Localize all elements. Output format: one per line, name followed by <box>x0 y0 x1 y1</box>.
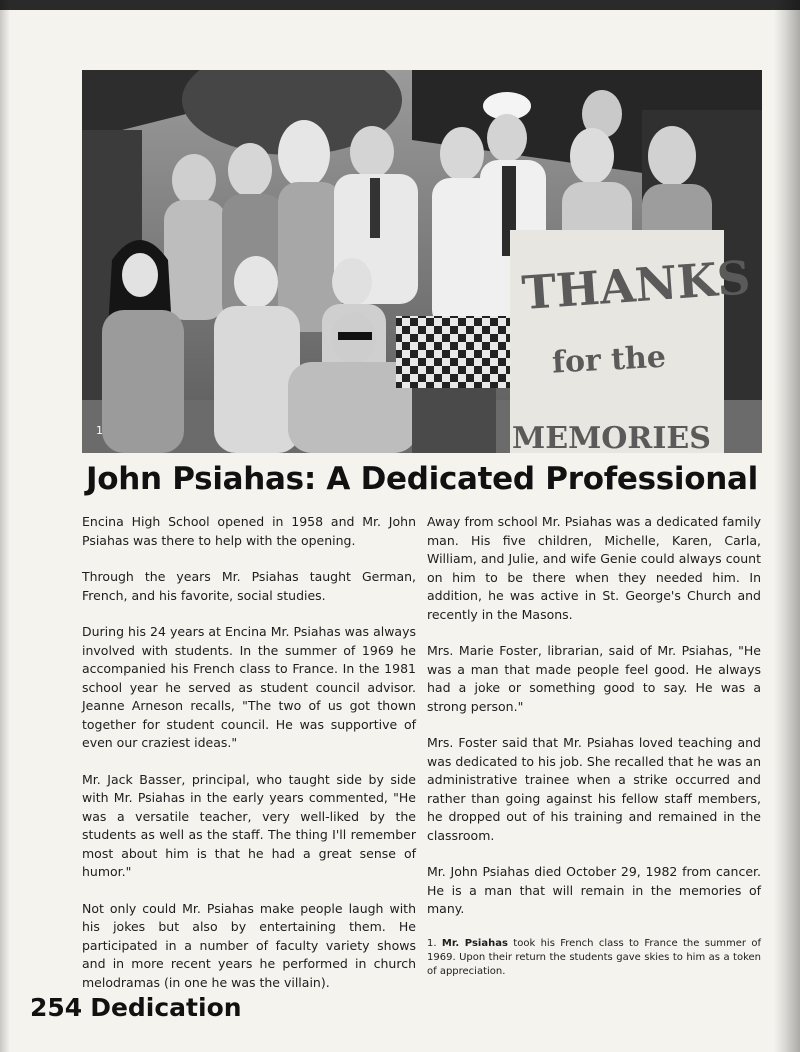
group-photo <box>82 70 762 453</box>
section-name: Dedication <box>90 993 242 1022</box>
paragraph-principal-quote: Mr. Jack Basser, principal, who taught side by side with Mr. Psiahas in the early years commented, "He was a versatile teacher, very well-liked by the students as well as the staff. The thing I'll remember most about him is that he had a great sense of humor." <box>82 771 416 879</box>
paragraph-memorial: Mr. John Psiahas died October 29, 1982 from cancer. He is a man that will remain in the memories of many. <box>427 864 761 916</box>
photo-caption <box>427 937 761 979</box>
paragraph-entertainer: Not only could Mr. Psiahas make people laugh with his jokes but also by entertaining them. He participated in a number of faculty variety shows and in more recent years he performed in church melodramas (in one he was the villain). <box>82 900 416 990</box>
banner-text-line1: THANKS <box>520 250 753 321</box>
scan-top-border <box>0 0 800 10</box>
page-number: 254 <box>30 993 83 1022</box>
banner-text-line3: MEMORIES <box>512 421 711 453</box>
left-column <box>82 513 416 1010</box>
caption-number: 1. <box>427 937 437 949</box>
paragraph-strike: Mrs. Foster said that Mr. Psiahas loved teaching and was dedicated to his job. She recalled that he was an administrative trainee when a strike occurred and rather than going against his fellow staff members, he dropped out of his training and remained in the classroom. <box>427 735 761 843</box>
scan-left-shadow <box>0 0 10 1052</box>
photo-number: 1 <box>96 424 103 437</box>
paragraph-librarian-quote: Mrs. Marie Foster, librarian, said of Mr. Psiahas, "He was a man that made people feel good. He always had a joke or something good to say. He was a strong person." <box>427 643 761 714</box>
right-column <box>427 513 761 979</box>
paragraph-opening: Encina High School opened in 1958 and Mr. John Psiahas was there to help with the opening. <box>82 514 416 548</box>
scan-right-shadow <box>774 0 800 1052</box>
page-footer <box>30 993 250 1022</box>
paragraph-involvement: During his 24 years at Encina Mr. Psiahas was always involved with students. In the summer of 1969 he accompanied his French class to France. In the 1981 school year he served as student council advisor. Jeanne Arneson recalls, "The two of us got thown together for student council. He was supportive of even our craziest ideas." <box>82 624 416 750</box>
paragraph-family: Away from school Mr. Psiahas was a dedicated family man. His five children, Michelle, Karen, Carla, William, and Julie, and wife Genie could always count on him to be there when they needed him. In addition, he was active in St. George's Church and recently in the Masons. <box>427 514 761 622</box>
caption-text: took his French class to France the summer of 1969. Upon their return the students gave skies to him as a token of appreciation. <box>427 937 762 977</box>
caption-bold-name: Mr. Psiahas <box>441 937 508 949</box>
paragraph-subjects: Through the years Mr. Psiahas taught German, French, and his favorite, social studies. <box>82 569 416 603</box>
headline: John Psiahas: A Dedicated Professional <box>86 461 758 497</box>
banner-text-line2: for the <box>551 339 667 381</box>
